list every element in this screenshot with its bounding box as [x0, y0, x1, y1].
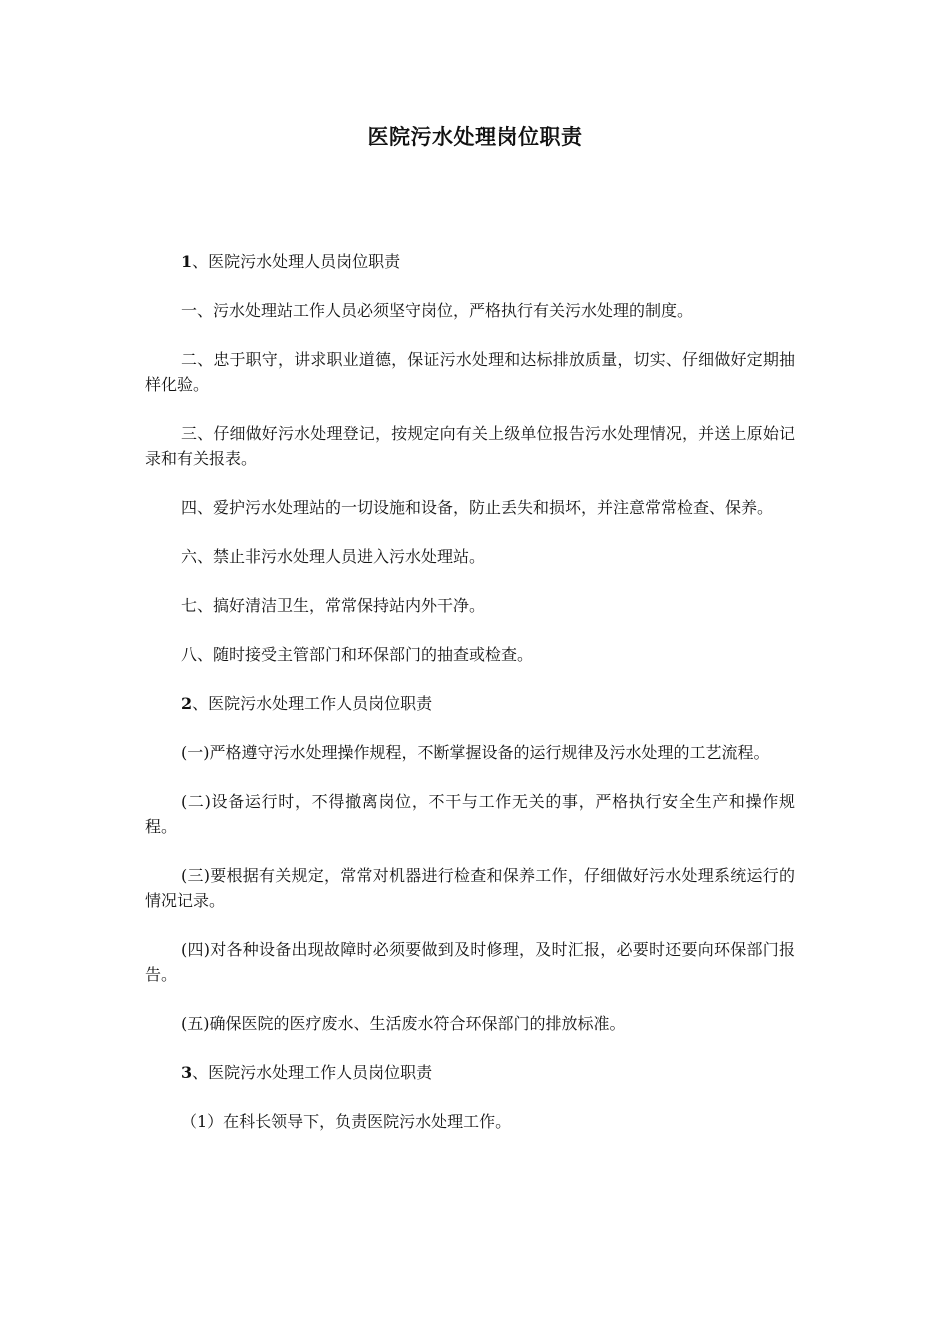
section-heading-text: 、医院污水处理工作人员岗位职责	[192, 1063, 433, 1082]
section-heading-text: 、医院污水处理工作人员岗位职责	[192, 694, 433, 713]
paragraph: 四、爱护污水处理站的一切设施和设备，防止丢失和损坏，并注意常常检查、保养。	[181, 498, 774, 517]
document-title: 医院污水处理岗位职责	[367, 124, 583, 149]
paragraph: 三、仔细做好污水处理登记，按规定向有关上级单位报告污水处理情况，并送上原始记录和有关报表。	[145, 424, 795, 468]
paragraph: 一、污水处理站工作人员必须坚守岗位，严格执行有关污水处理的制度。	[181, 301, 694, 320]
paragraph: (五)确保医院的医疗废水、生活废水符合环保部门的排放标准。	[181, 1014, 626, 1033]
section-number: 1	[181, 252, 193, 271]
section-heading-text: 、医院污水处理人员岗位职责	[192, 252, 401, 271]
paragraph: (二)设备运行时，不得撤离岗位，不干与工作无关的事，严格执行安全生产和操作规程。	[145, 792, 795, 836]
paragraph: (三)要根据有关规定，常常对机器进行检查和保养工作，仔细做好污水处理系统运行的情况记录。	[145, 866, 795, 910]
paragraph: (一)严格遵守污水处理操作规程，不断掌握设备的运行规律及污水处理的工艺流程。	[181, 743, 770, 762]
paragraph: （1）在科长领导下，负责医院污水处理工作。	[181, 1112, 512, 1131]
section-heading-3	[145, 1060, 795, 1085]
paragraph: 八、随时接受主管部门和环保部门的抽查或检查。	[181, 645, 534, 664]
paragraph: 七、搞好清洁卫生，常常保持站内外干净。	[181, 596, 486, 615]
document-body	[145, 249, 795, 1158]
section-number: 3	[181, 1063, 193, 1082]
section-number: 2	[181, 694, 193, 713]
paragraph: 六、禁止非污水处理人员进入污水处理站。	[181, 547, 486, 566]
paragraph: (四)对各种设备出现故障时必须要做到及时修理，及时汇报，必要时还要向环保部门报告。	[145, 940, 795, 984]
section-heading-2	[145, 691, 795, 716]
paragraph: 二、忠于职守，讲求职业道德，保证污水处理和达标排放质量，切实、仔细做好定期抽样化验。	[145, 350, 795, 394]
section-heading-1	[145, 249, 795, 274]
